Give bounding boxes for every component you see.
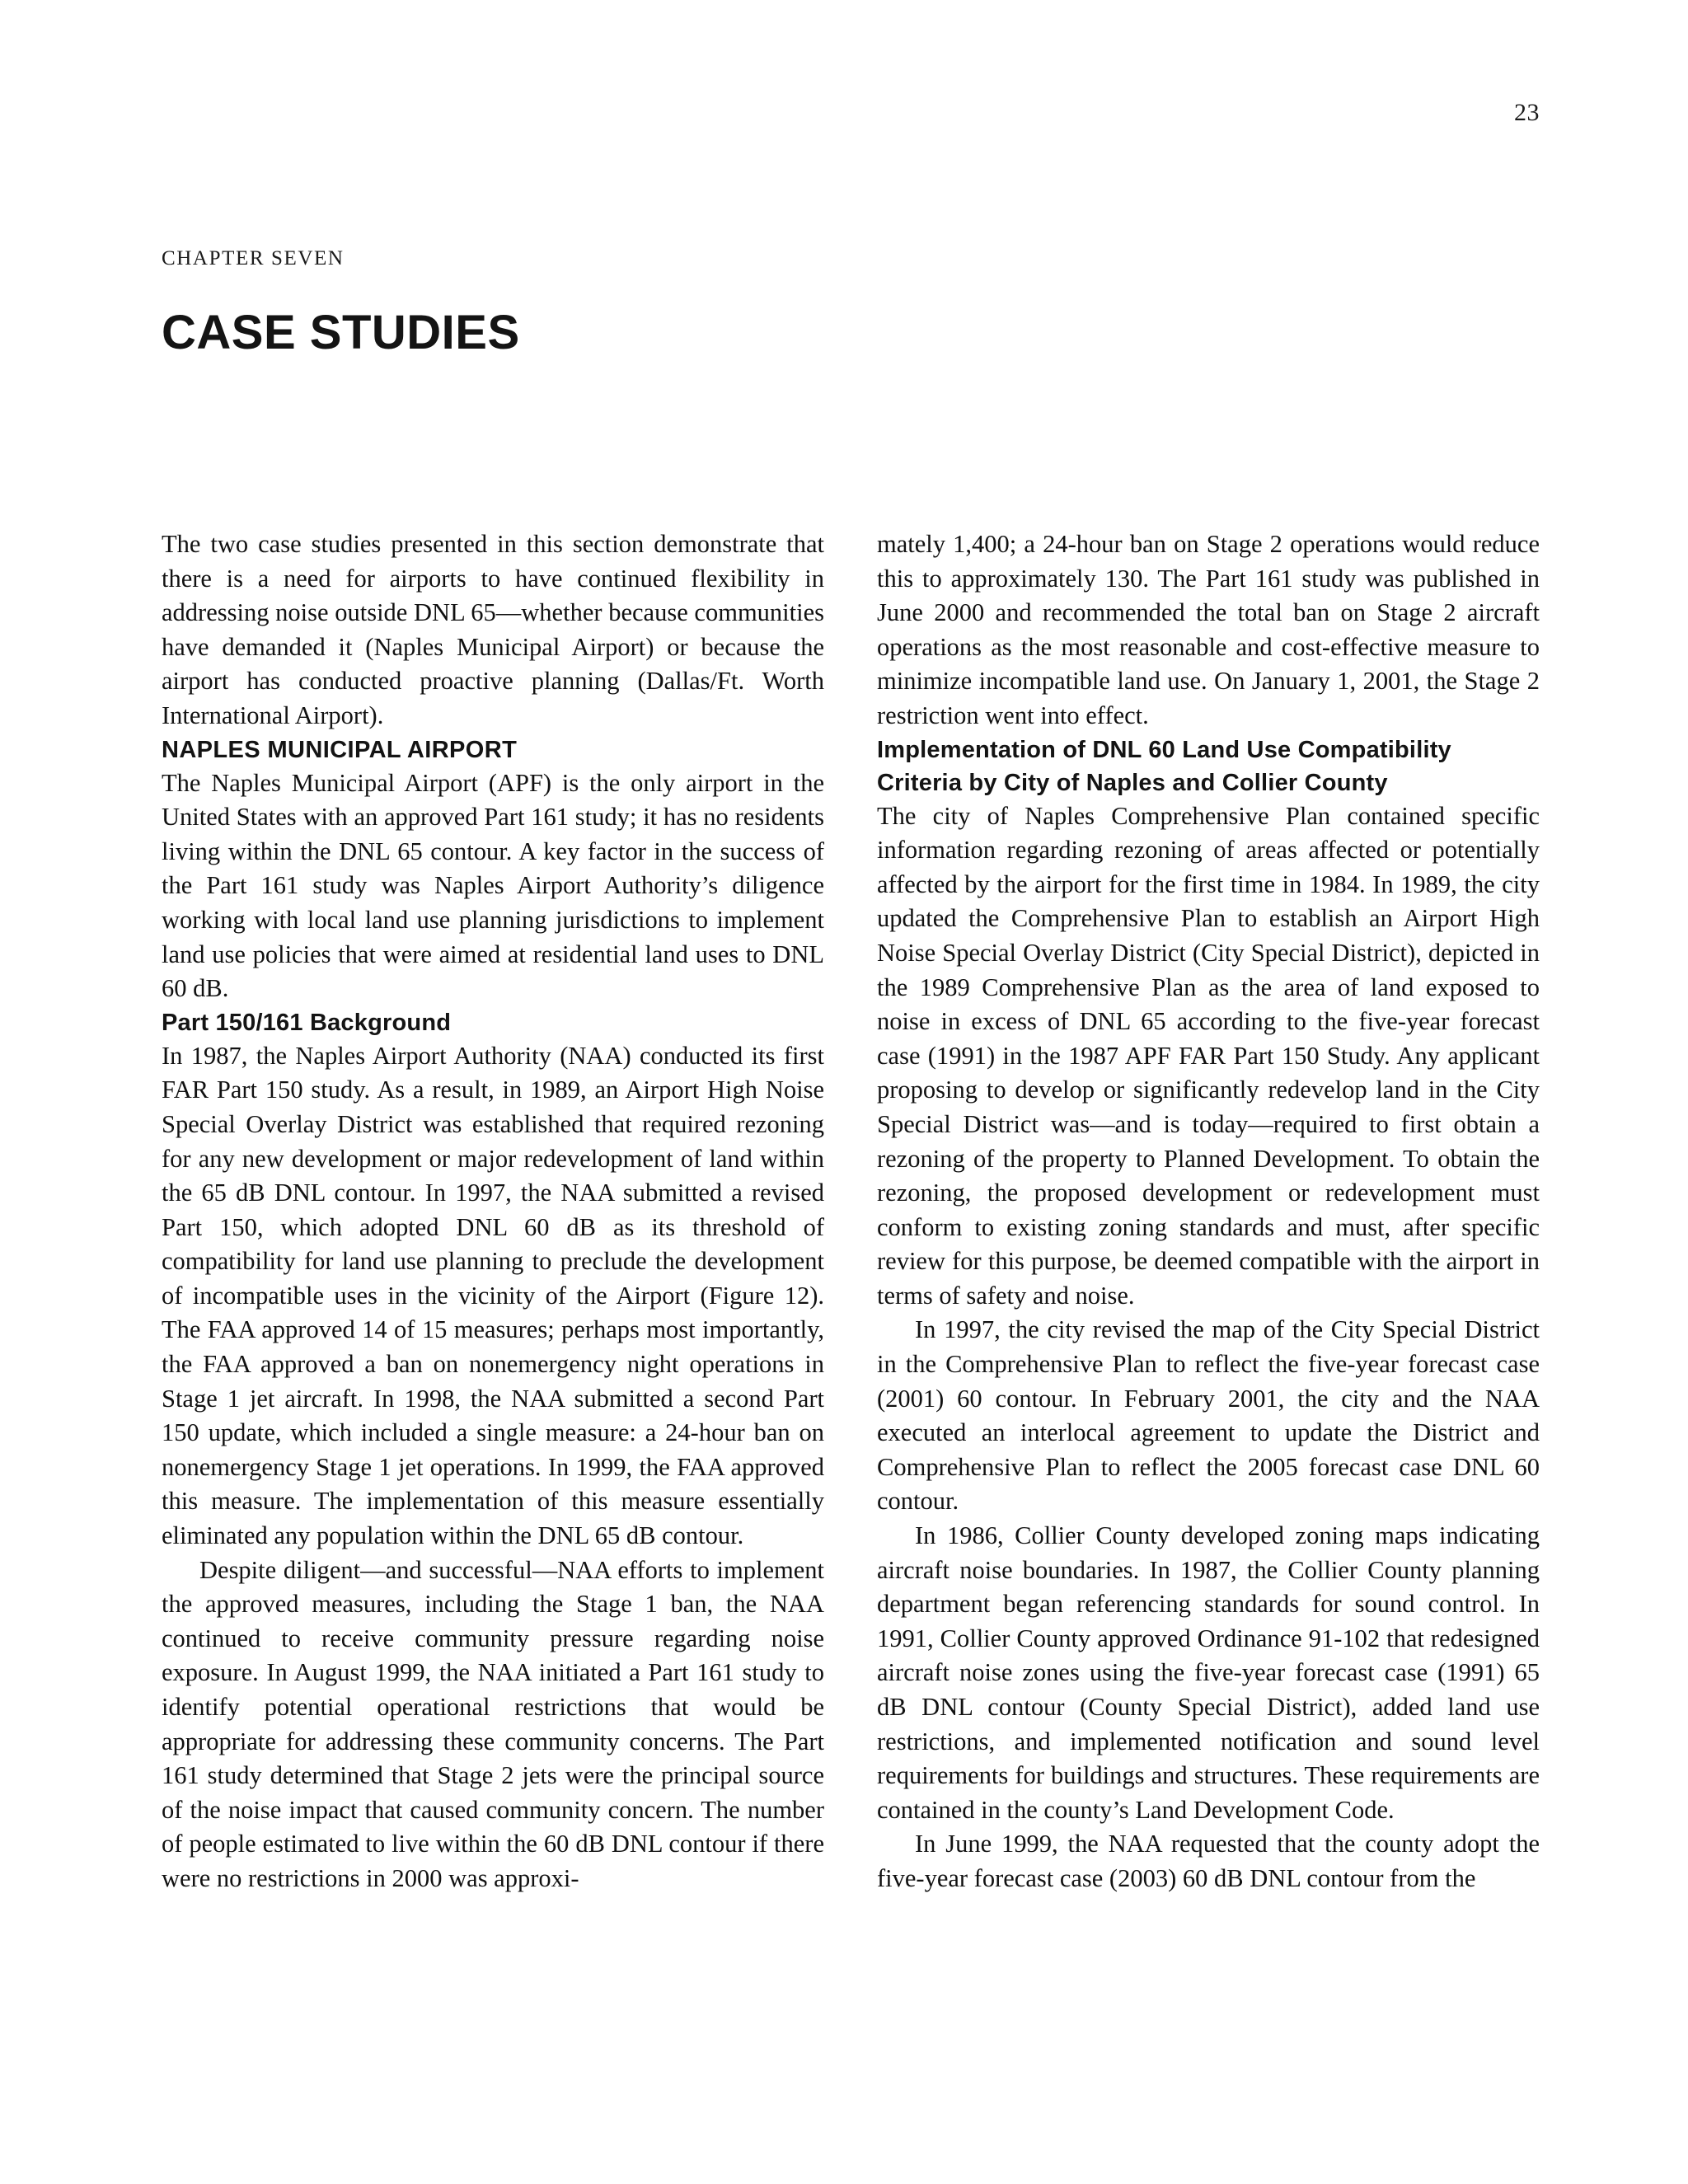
sub-heading-part-150-161-background: Part 150/161 Background [162, 1009, 452, 1036]
chapter-label: CHAPTER SEVEN [162, 247, 345, 269]
body-columns [162, 527, 1540, 1896]
page-title: CASE STUDIES [162, 306, 520, 359]
implementation-paragraph-2: In 1997, the city revised the map of the City Special District in the Comprehensive Plan to reflect the five-year forecast case (2001) 60 contour. In February 2001, the city and the NAA executed an interlocal agreement to update the District and Comprehensive Plan to reflect the 2005 forecast case DNL 60 contour. [877, 1315, 1540, 1516]
section-heading-naples-municipal-airport: NAPLES MUNICIPAL AIRPORT [162, 736, 518, 763]
left-column [162, 527, 824, 1896]
sub-heading-implementation-line-2: Criteria by City of Naples and Collier County [877, 769, 1388, 796]
naples-airport-paragraph: The Naples Municipal Airport (APF) is the only airport in the United States with an approved Part 161 study; it has no residents living within the DNL 65 contour. A key factor in the success of the Part 161 study was Naples Airport Authority’s diligence working with local land use planning jurisdictions to implement land use policies that were aimed at residential land uses to DNL 60 dB. [162, 768, 824, 1003]
continuation-paragraph: mately 1,400; a 24-hour ban on Stage 2 operations would reduce this to approximately 130. The Part 161 study was published in June 2000 and recommended the total ban on Stage 2 aircraft operations as the most reasonable and cost-effective measure to minimize incompatible land use. On January 1, 2001, the Stage 2 restriction went into effect. [877, 530, 1540, 729]
implementation-paragraph-1: The city of Naples Comprehensive Plan contained specific information regarding rezoning of areas affected or potentially affected by the airport for the first time in 1984. In 1989, the city updated the Comprehensive Plan to establish an Airport High Noise Special Overlay District (City Special District), depicted in the 1989 Comprehensive Plan as the area of land exposed to noise in excess of DNL 65 according to the five-year forecast case (1991) in the 1987 APF FAR Part 150 Study. Any applicant proposing to develop or significantly redevelop land in the City Special District was—and is today—required to first obtain a rezoning of the property to Planned Development. To obtain the rezoning, the proposed development or redevelopment must conform to existing zoning standards and must, after specific review for this purpose, be deemed compatible with the airport in terms of safety and noise. [877, 801, 1540, 1310]
page-number: 23 [1514, 99, 1540, 126]
chapter-header [162, 247, 1546, 359]
background-paragraph-2: Despite diligent—and successful—NAA efforts to implement the approved measures, including the Stage 1 ban, the NAA continued to receive community pressure regarding noise exposure. In August 1999, the NAA initiated a Part 161 study to identify potential operational restrictions that would be appropriate for addressing these community concerns. The Part 161 study determined that Stage 2 jets were the principal source of the noise impact that caused community concern. The number of people estimated to live within the 60 dB DNL contour if there were no restrictions in 2000 was approxi- [162, 1555, 824, 1892]
background-paragraph-1: In 1987, the Naples Airport Authority (NAA) conducted its first FAR Part 150 study. As a result, in 1989, an Airport High Noise Special Overlay District was established that required rezoning for any new development or major redevelopment of land within the 65 dB DNL contour. In 1997, the NAA submitted a revised Part 150, which adopted DNL 60 dB as its threshold of compatibility for land use planning to preclude the development of incompatible uses in the vicinity of the Airport (Figure 12). The FAA approved 14 of 15 measures; perhaps most importantly, the FAA approved a ban on nonemergency night operations in Stage 1 jet aircraft. In 1998, the NAA submitted a second Part 150 update, which included a single measure: a 24-hour ban on nonemergency Stage 1 jet operations. In 1999, the FAA approved this measure. The implementation of this measure essentially eliminated any population within the DNL 65 dB contour. [162, 1041, 824, 1550]
collier-county-paragraph: In 1986, Collier County developed zoning maps indicating aircraft noise boundaries. In 1987, the Collier County planning department began referencing standards for sound control. In 1991, Collier County approved Ordinance 91-102 that redesigned aircraft noise zones using the five-year forecast case (1991) 65 dB DNL contour (County Special District), added land use restrictions, and implemented notification and sound level requirements for buildings and structures. These requirements are contained in the county’s Land Development Code. [877, 1521, 1540, 1824]
right-column [877, 527, 1540, 1896]
naa-request-paragraph: In June 1999, the NAA requested that the county adopt the five-year forecast case (2003) 60 dB DNL contour from the [877, 1830, 1540, 1892]
sub-heading-implementation-line-1: Implementation of DNL 60 Land Use Compatibility [877, 736, 1451, 763]
intro-paragraph: The two case studies presented in this section demonstrate that there is a need for airports to have continued flexibility in addressing noise outside DNL 65—whether because communities have demanded it (Naples Municipal Airport) or because the airport has conducted proactive planning (Dallas/Ft. Worth International Airport). [162, 530, 824, 729]
